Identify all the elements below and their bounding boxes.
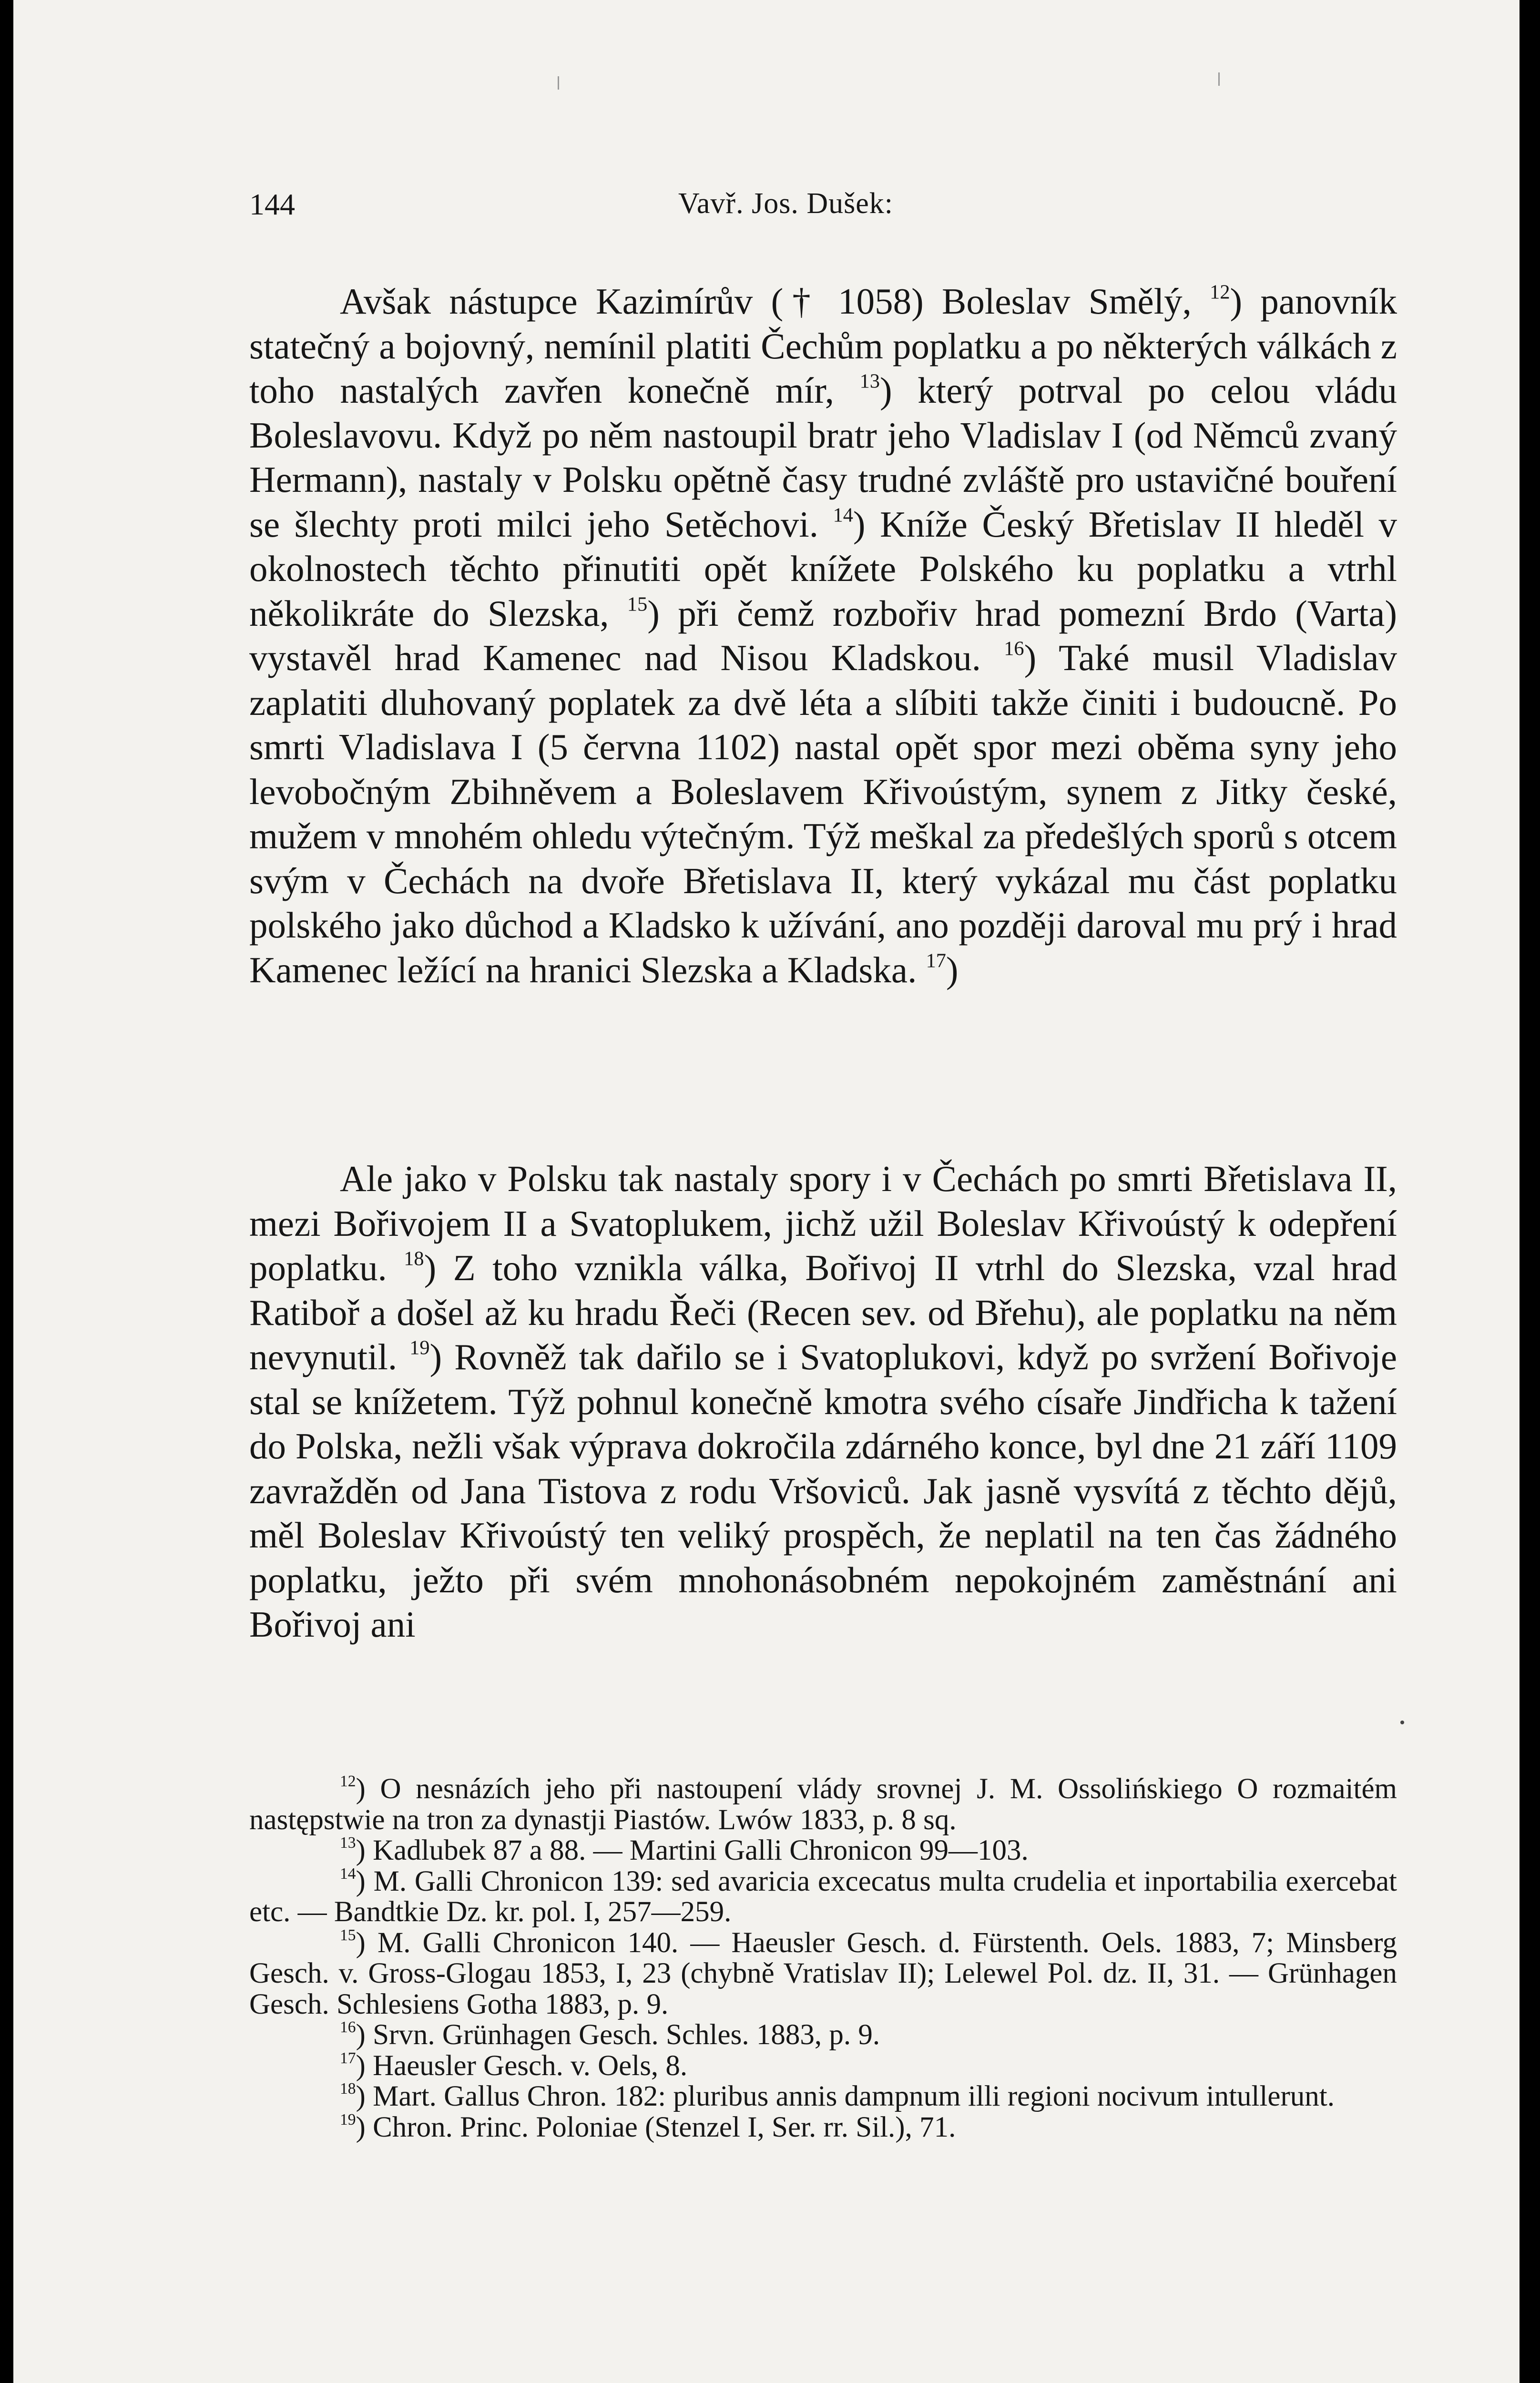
footnote-text: ) Chron. Princ. Poloniae (Stenzel I, Ser. rr. Sil.), 71. <box>356 2111 956 2143</box>
paragraph-2 <box>249 1157 1397 1647</box>
book-page <box>13 0 1520 2383</box>
text-run: ) Rovněž tak dařilo se i Svatoplukovi, když po svržení Bořivoje stal se knížetem. Týž pohnul konečně kmotra svého císaře Jindřicha k tažení do Polska, nežli však výprava dokročila zdárného konce, byl dne 21 září 1109 zavražděn od Jana Tistova z rodu Vršoviců. Jak jasně vysvítá z těchto dějů, měl Boleslav Křivoústý ten veliký prospěch, že neplatil na ten čas žádného poplatku, ježto při svém mnohonásobném nepokojném zaměstnání ani Bořivoj ani <box>249 1336 1397 1645</box>
footnote-ref: 14 <box>833 503 853 526</box>
paragraph-1 <box>249 279 1397 992</box>
text-run: ) panovník statečný a bojovný, nemínil platiti Čechům poplatku a po některých válkách z toho nastalých zavřen konečně mír, <box>249 281 1397 411</box>
footnote-text: ) M. Galli Chronicon 139: sed avaricia excecatus multa crudelia et inportabilia exercebat etc. — Bandtkie Dz. kr. pol. I, 257—259. <box>249 1865 1397 1928</box>
text-run: Avšak nástupce Kazimírův († 1058) Boleslav Smělý, <box>340 281 1210 322</box>
footnote-text: ) Kadlubek 87 a 88. — Martini Galli Chronicon 99—103. <box>356 1834 1029 1866</box>
text-run: ) <box>946 949 959 990</box>
footnote <box>249 2051 1397 2082</box>
footnote <box>249 1774 1397 1835</box>
footnote-text: ) Srvn. Grünhagen Gesch. Schles. 1883, p. 9. <box>356 2019 880 2051</box>
text-run: ) Také musil Vladislav zaplatiti dluhovaný poplatek za dvě léta a slíbiti takže činiti i budoucně. Po smrti Vladislava I (5 června 1102) nastal opět spor mezi oběma syny jeho levobočným Zbihněvem a Boleslavem Křivoústým, synem z Jitky české, mužem v mnohém ohledu výtečným. Týž meškal za předešlých sporů s otcem svým v Čechách na dvoře Břetislava II, který vykázal mu část poplatku polského jako důchod a Kladsko k užívání, ano později daroval mu prý i hrad Kamenec ležící na hranici Slezska a Kladska. <box>249 637 1397 990</box>
footnotes <box>249 1774 1397 2143</box>
text-run: Ale jako v Polsku tak nastaly spory i v Čechách po smrti Břetislava II, mezi Bořivojem II a Svatoplukem, jichž užil Boleslav Křivoústý k odepření poplatku. <box>249 1158 1397 1288</box>
footnote-text: ) Haeusler Gesch. v. Oels, 8. <box>356 2049 688 2082</box>
footnote-number: 19 <box>340 2110 356 2128</box>
footnote-ref: 16 <box>1004 637 1024 660</box>
footnote-text: ) M. Galli Chronicon 140. — Haeusler Gesch. d. Fürstenth. Oels. 1883, 7; Minsberg Gesch. v. Gross-Glogau 1853, I, 23 (chybně Vratislav II); Lelewel Pol. dz. II, 31. — Grünhagen Gesch. Schlesiens Gotha 1883, p. 9. <box>249 1926 1397 2020</box>
text-run: ) Z toho vznikla válka, Bořivoj II vtrhl do Slezska, vzal hrad Ratiboř a došel až ku hradu Řeči (Recen sev. od Břehu), ale poplatku na něm nevynutil. <box>249 1247 1397 1377</box>
footnote <box>249 1928 1397 2020</box>
page-header <box>249 187 1397 230</box>
footnote-text: ) O nesnázích jeho při nastoupení vlády srovnej J. M. Ossolińskiego O rozmaitém następstwie na tron za dynastji Piastów. Lwów 1833, p. 8 sq. <box>249 1773 1397 1836</box>
footnote-number: 14 <box>340 1864 356 1883</box>
footnote-number: 18 <box>340 2079 356 2098</box>
footnote <box>249 2020 1397 2051</box>
page-number: 144 <box>249 187 295 221</box>
text-run: ) při čemž rozbořiv hrad pomezní Brdo (Varta) vystavěl hrad Kamenec nad Nisou Kladskou. <box>249 592 1397 678</box>
footnote-ref: 15 <box>627 592 648 615</box>
scan-mark-left <box>558 76 559 90</box>
footnote-ref: 19 <box>409 1336 430 1359</box>
text-run: ) Kníže Český Břetislav II hleděl v okolnostech těchto přinutiti opět knížete Polského ku poplatku a vtrhl několikráte do Slezska, <box>249 503 1397 634</box>
margin-dot <box>1400 1721 1404 1724</box>
footnote-text: ) Mart. Gallus Chron. 182: pluribus annis dampnum illi regioni nocivum intullerunt. <box>356 2080 1335 2112</box>
footnote-number: 12 <box>340 1772 356 1790</box>
footnote <box>249 2081 1397 2112</box>
footnote <box>249 2112 1397 2143</box>
footnote-ref: 17 <box>926 949 946 972</box>
footnote-ref: 12 <box>1210 281 1230 304</box>
running-head: Vavř. Jos. Dušek: <box>678 187 893 220</box>
footnote-number: 15 <box>340 1926 356 1944</box>
footnote-number: 17 <box>340 2049 356 2067</box>
text-run: ) který potrval po celou vládu Boleslavovu. Když po něm nastoupil bratr jeho Vladislav I (od Němců zvaný Hermann), nastaly v Polsku opětně časy trudné zvláště pro ustavičné bouření se šlechty proti milci jeho Setěchovi. <box>249 370 1397 545</box>
footnote-number: 16 <box>340 2018 356 2036</box>
scan-mark-right <box>1218 72 1220 86</box>
footnote <box>249 1866 1397 1928</box>
footnote-ref: 13 <box>859 370 880 393</box>
footnote-ref: 18 <box>404 1247 424 1270</box>
footnote <box>249 1835 1397 1866</box>
footnote-number: 13 <box>340 1833 356 1852</box>
